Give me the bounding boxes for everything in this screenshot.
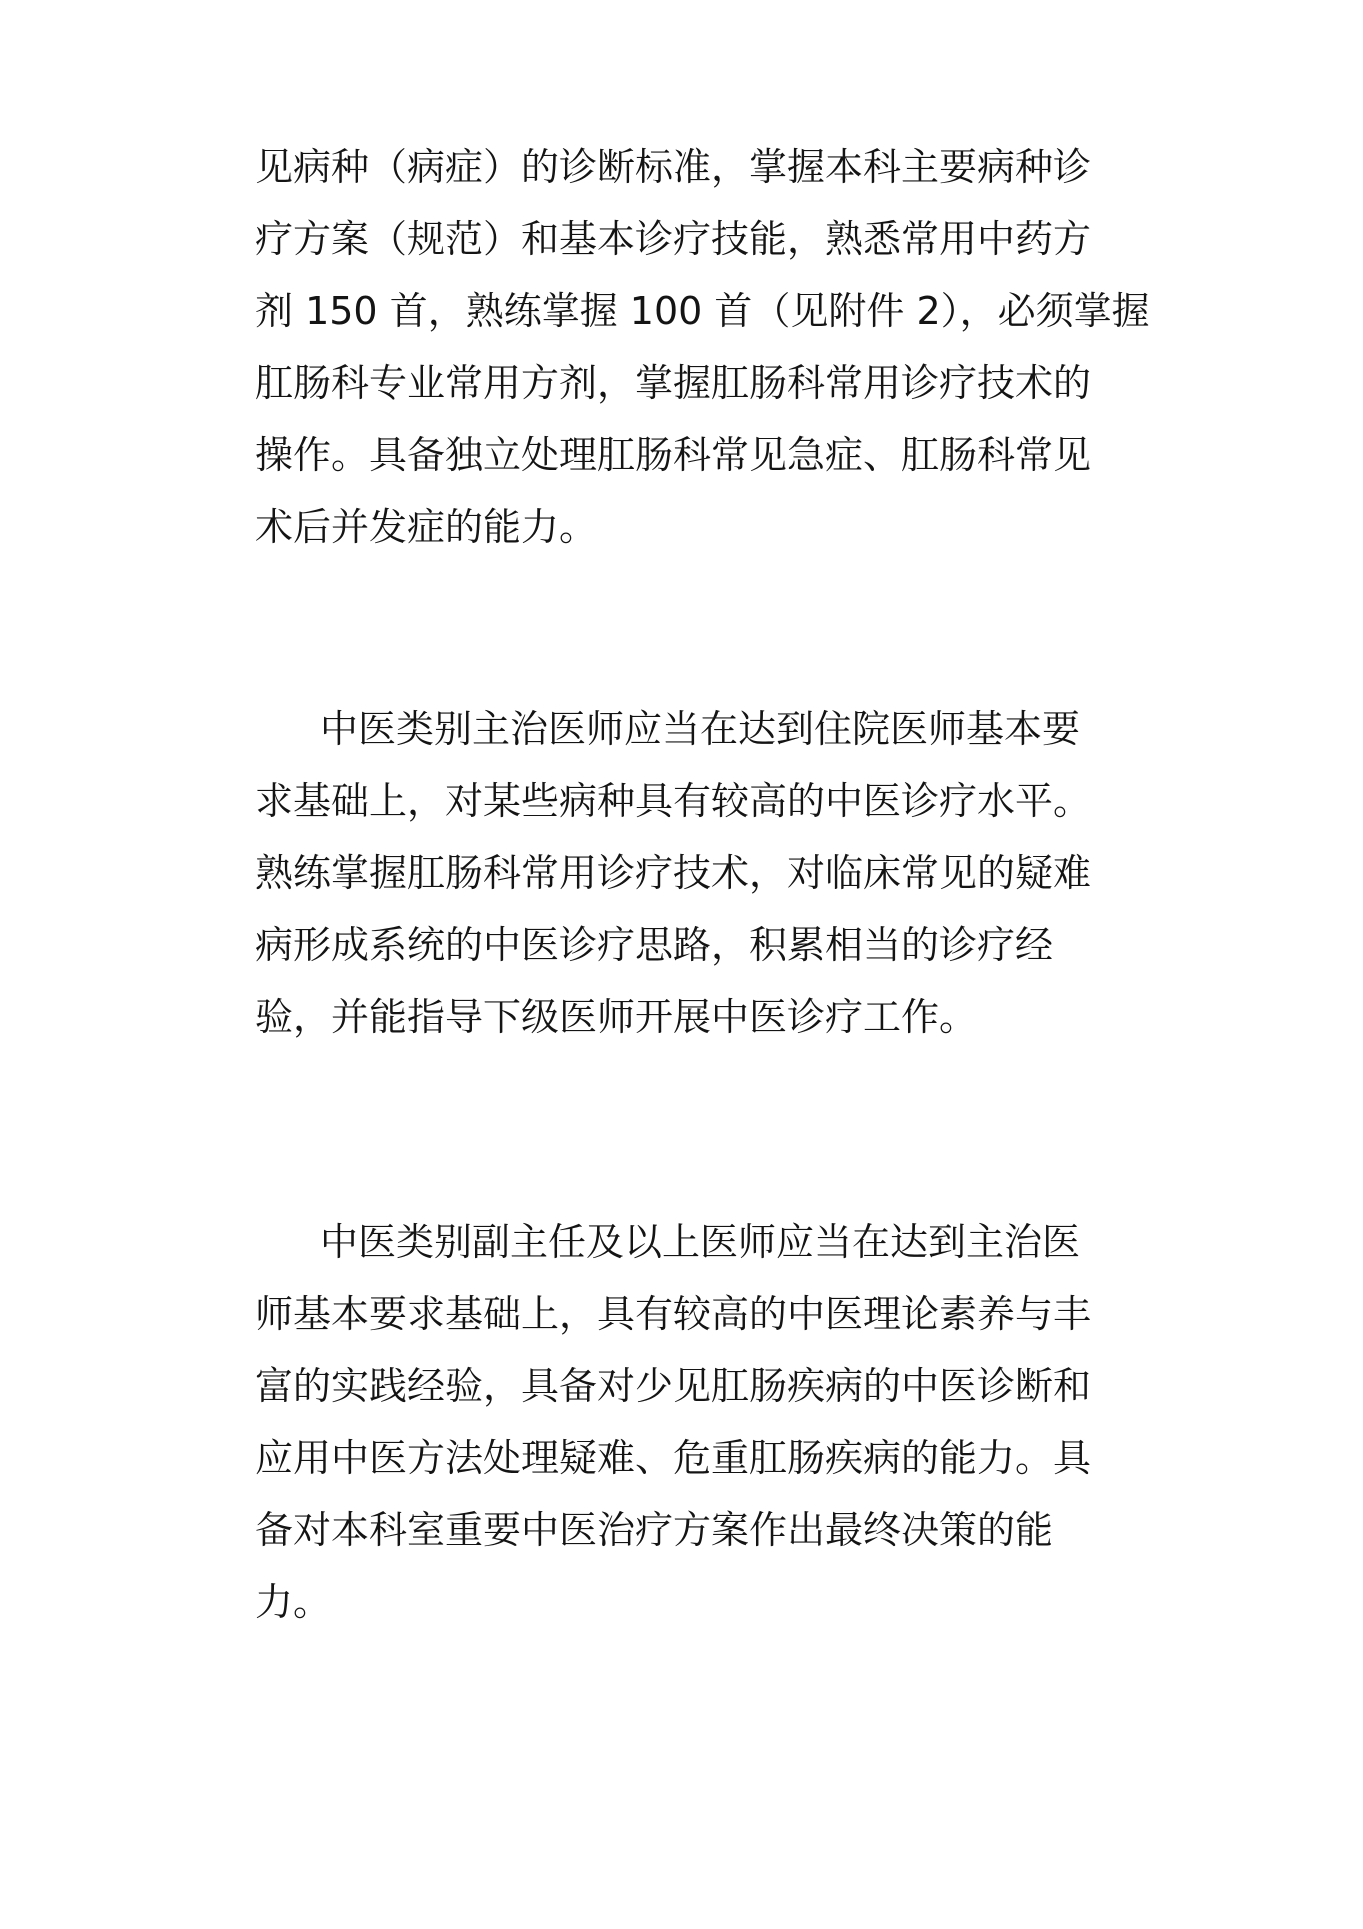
text-line: 师基本要求基础上，具有较高的中医理论素养与丰: [255, 1292, 1092, 1336]
paragraph-resident-requirements: [255, 131, 1195, 563]
text-line: 术后并发症的能力。: [255, 505, 598, 549]
text-line: 病形成系统的中医诊疗思路，积累相当的诊疗经: [255, 923, 1054, 967]
text-line: 剂 150 首，熟练掌握 100 首（见附件 2），必须掌握: [255, 289, 1150, 333]
text-line: 求基础上，对某些病种具有较高的中医诊疗水平。: [255, 779, 1092, 823]
text-line: 见病种（病症）的诊断标准，掌握本科主要病种诊: [255, 145, 1092, 189]
text-line: 操作。具备独立处理肛肠科常见急症、肛肠科常见: [255, 433, 1092, 477]
text-line: 备对本科室重要中医治疗方案作出最终决策的能: [255, 1508, 1054, 1552]
text-line: 富的实践经验，具备对少见肛肠疾病的中医诊断和: [255, 1364, 1092, 1408]
paragraph-attending-requirements: [255, 693, 1195, 1053]
paragraph-associate-chief-requirements: [255, 1206, 1195, 1638]
text-line: 力。: [255, 1580, 332, 1624]
text-line: 熟练掌握肛肠科常用诊疗技术，对临床常见的疑难: [255, 851, 1092, 895]
text-line: 中医类别副主任及以上医师应当在达到主治医: [320, 1220, 1081, 1264]
text-line: 肛肠科专业常用方剂，掌握肛肠科常用诊疗技术的: [255, 361, 1092, 405]
text-line: 验，并能指导下级医师开展中医诊疗工作。: [255, 995, 978, 1039]
text-line: 应用中医方法处理疑难、危重肛肠疾病的能力。具: [255, 1436, 1092, 1480]
text-line: 中医类别主治医师应当在达到住院医师基本要: [320, 707, 1081, 751]
text-line: 疗方案（规范）和基本诊疗技能，熟悉常用中药方: [255, 217, 1092, 261]
